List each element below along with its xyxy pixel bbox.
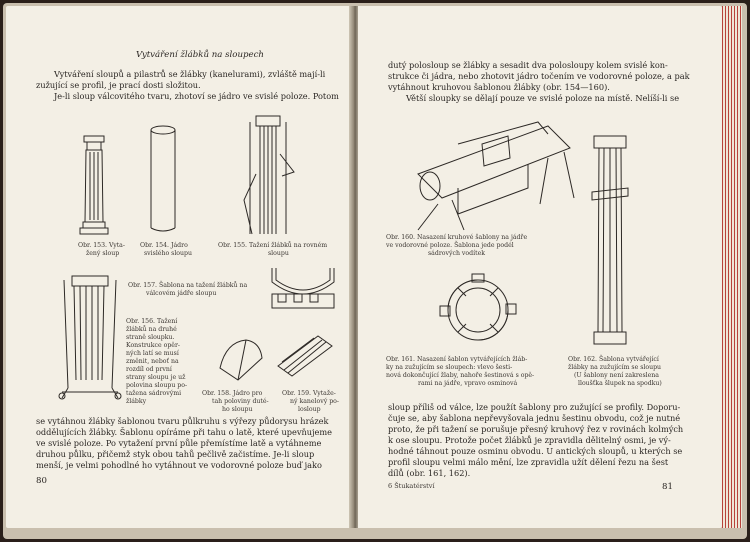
fig-161-caption-3: nová dokončující žlaby, nahoře šestinová s opě-	[386, 372, 535, 379]
fig-156-caption-7: rozdíl od první	[126, 366, 172, 373]
fig-156-column-drawing	[58, 272, 122, 400]
fig-158-caption-3: ho sloupu	[222, 406, 253, 413]
fig-161-ring-templates-drawing	[428, 268, 528, 352]
fig-161-caption-1: Obr. 161. Nasazení šablon vytvářejících žláb-	[386, 356, 528, 363]
fig-155-template-drawing	[238, 114, 298, 238]
intro-line-2: zužující se profil, je prací dosti složitou.	[36, 80, 201, 90]
right-page	[358, 6, 722, 528]
fig-153-column-drawing	[76, 134, 112, 238]
section-heading: Vytváření žlábků na sloupech	[136, 50, 264, 60]
right-body-line-6: profil sloupu velmi málo mění, lze zpravidla užít dělení řezu na šest	[388, 457, 669, 467]
top-line-1: dutý polosloup se žlábky a sesadit dva polosloupy kolem svislé kon-	[388, 60, 668, 70]
fig-161-caption-4: rami na jádře, vpravo osminová	[418, 380, 518, 387]
fig-155-caption-2: sloupu	[268, 250, 289, 257]
fig-153-caption-1: Obr. 153. Vyta-	[78, 242, 125, 249]
fig-159-caption-1: Obr. 159. Vytaže-	[282, 390, 336, 397]
body-line-1: se vytáhnou žlábky šablonou tvaru půlkruhu s výřezy půdorysu hrázek	[36, 416, 329, 426]
fig-160-horizontal-template-drawing	[398, 114, 588, 232]
page-number-left: 80	[36, 476, 47, 486]
fig-156-caption-1: Obr. 156. Tažení	[126, 318, 178, 325]
fig-158-caption-1: Obr. 158. Jádro pro	[202, 390, 263, 397]
body-line-3: ve svislé poloze. Po vytažení první půle přemístíme latě a vytáhneme	[36, 438, 322, 448]
fig-156-caption-10: tažena sádrovými	[126, 390, 182, 397]
intro-line-3: Je-li sloup válcovitého tvaru, zhotoví se jádro ve svislé poloze. Potom	[54, 91, 339, 101]
right-body-line-5: hodné táhnout pouze osminu obvodu. U antických sloupů, u kterých se	[388, 446, 683, 456]
top-line-2: strukce či jádra, nebo zhotovit jádro točením ve vodorovné poloze, a pak	[388, 71, 690, 81]
intro-line-1: Vytváření sloupů a pilastrů se žlábky (kanelurami), zvláště mají-li	[54, 69, 326, 79]
fig-156-caption-3: straně sloupku.	[126, 334, 175, 341]
fig-162-caption-4: lloušťka šlupek na spodku)	[578, 380, 662, 387]
fig-156-caption-5: ných latí se musí	[126, 350, 179, 357]
right-body-line-4: k ose sloupu. Protože počet žlábků je zpravidla dělitelný osmi, je vý-	[388, 435, 671, 445]
top-line-3: vytáhnout kruhovou šablonou žlábky (obr. 154—160).	[388, 82, 610, 92]
page-edges	[722, 6, 742, 528]
fig-154-core-drawing	[148, 124, 178, 236]
right-body-line-2: čuje se, aby šablona nepřevyšovala jednu šestinu obvodu, což je nutné	[388, 413, 681, 423]
fig-154-caption-1: Obr. 154. Jádro	[140, 242, 188, 249]
left-page	[6, 6, 351, 528]
fig-161-caption-2: ky na zužujícím se sloupech: vlevo šesti-	[386, 364, 513, 371]
top-line-4: Větší sloupky se dělají pouze ve svislé poloze na místě. Nelíší-li se	[406, 93, 680, 103]
page-footer: 6 Štukatérství	[388, 482, 435, 490]
fig-162-caption-1: Obr. 162. Šablona vytvářející	[568, 356, 659, 363]
fig-159-fluted-half-column-drawing	[274, 332, 336, 380]
fig-153-caption-2: žený sloup	[86, 250, 120, 257]
fig-157-caption-2: válcovém jádře sloupu	[146, 290, 217, 297]
page-number-right: 81	[662, 482, 673, 492]
body-line-5: menší, je velmi pohodlné ho vytáhnout ve vodorovné poloze buď jako	[36, 460, 322, 470]
fig-162-tall-column-drawing	[590, 132, 630, 350]
right-body-line-1: sloup příliš od válce, lze použít šablony pro zužující se profily. Doporu-	[388, 402, 681, 412]
fig-160-caption-3: sádrových vodítek	[428, 250, 485, 257]
fig-155-caption-1: Obr. 155. Tažení žlábků na rovném	[218, 242, 328, 249]
fig-156-caption-9: polovina sloupu po-	[126, 382, 188, 389]
body-line-4: druhou půlku, přičemž styk obou tahů pečlivě začistíme. Je-li sloup	[36, 449, 315, 459]
fig-156-caption-11: žlábky	[126, 398, 147, 405]
fig-157-caption-1: Obr. 157. Šablona na tažení žlábků na	[128, 282, 248, 289]
fig-160-caption-1: Obr. 160. Nasazení kruhové šablony na jádře	[386, 234, 528, 241]
fig-159-caption-2: ný kanelový po-	[290, 398, 339, 405]
fig-159-caption-3: losloup	[298, 406, 321, 413]
fig-154-caption-2: svislého sloupu	[144, 250, 192, 257]
fig-158-half-core-drawing	[216, 336, 266, 386]
fig-160-caption-2: ve vodorovné poloze. Šablona jede podél	[386, 242, 514, 249]
fig-156-caption-8: strany sloupu je už	[126, 374, 186, 381]
fig-162-caption-2: žlábky na zužujícím se sloupu	[568, 364, 662, 371]
fig-157-template-drawing	[268, 262, 338, 312]
right-body-line-7: dílů (obr. 161, 162).	[388, 468, 471, 478]
fig-156-caption-2: žlábků na druhé	[126, 326, 177, 333]
body-line-2: oddělujících žlábky. Šablonu opíráme při tahu o latě, které upevňujeme	[36, 427, 333, 437]
fig-158-caption-2: tah poloviny duté-	[212, 398, 269, 405]
fig-156-caption-6: změnit, neboť na	[126, 358, 179, 365]
fig-156-caption-4: Konstrukce opěr-	[126, 342, 181, 349]
right-body-line-3: proto, že při tažení se porušuje přesný kruhový řez v rovinách kolmých	[388, 424, 684, 434]
fig-162-caption-3: (U šablony není zakreslena	[574, 372, 659, 379]
